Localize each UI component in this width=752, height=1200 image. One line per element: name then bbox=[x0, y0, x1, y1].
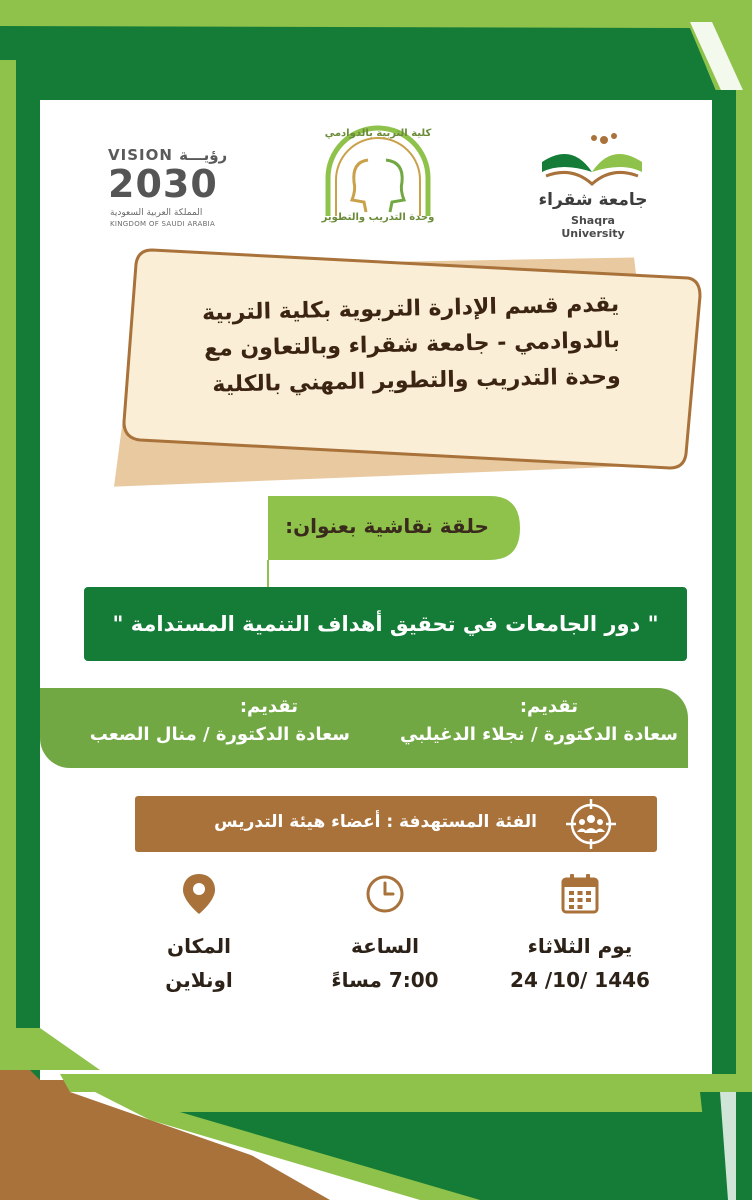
vision-logo-subtitle-ar: المملكة العربية السعودية bbox=[110, 208, 203, 218]
open-book-icon bbox=[532, 132, 652, 192]
target-audience-banner bbox=[135, 796, 657, 852]
intro-line-3: وحدة التدريب والتطوير المهني بالكلية bbox=[212, 364, 621, 398]
time-value: 7:00 مساءً bbox=[331, 968, 439, 992]
session-title: " دور الجامعات في تحقيق أهداف التنمية المستدامة " bbox=[112, 612, 659, 636]
vision-2030-logo bbox=[108, 142, 238, 228]
day-info bbox=[495, 872, 665, 992]
shaqra-logo-english-name: Shaqra University bbox=[561, 214, 625, 240]
time-info bbox=[300, 872, 470, 992]
presenter-2-name: سعادة الدكتورة / منال الصعب bbox=[89, 724, 350, 745]
vision-logo-subtitle-en: KINGDOM OF SAUDI ARABIA bbox=[110, 220, 216, 228]
presenter-1-name: سعادة الدكتورة / نجلاء الدغيلبي bbox=[399, 724, 678, 745]
target-audience-text: الفئة المستهدفة : أعضاء هيئة التدريس bbox=[214, 812, 537, 832]
intro-text bbox=[149, 287, 621, 405]
time-title: الساعة bbox=[350, 934, 420, 958]
day-value: 1446 /10/ 24 bbox=[510, 968, 650, 992]
location-pin-icon bbox=[179, 872, 219, 916]
college-logo bbox=[316, 120, 440, 230]
intro-line-2: بالدوادمي - جامعة شقراء وبالتعاون مع bbox=[203, 328, 621, 362]
presenter-1-label: تقديم: bbox=[519, 696, 578, 717]
intro-line-1: يقدم قسم الإدارة التربوية بكلية التربية bbox=[201, 292, 620, 326]
target-audience-icon bbox=[565, 799, 617, 849]
place-title: المكان bbox=[167, 934, 231, 958]
presenter-1 bbox=[358, 696, 678, 752]
shaqra-logo-arabic-name: جامعة شقراء bbox=[538, 190, 648, 210]
session-label: حلقة نقاشية بعنوان: bbox=[285, 514, 489, 538]
day-title: يوم الثلاثاء bbox=[527, 934, 633, 958]
presenter-2-label: تقديم: bbox=[239, 696, 298, 717]
vision-logo-top-text: VISION رؤيـــة bbox=[108, 146, 228, 164]
shaqra-university-logo bbox=[532, 132, 652, 240]
clock-icon bbox=[365, 872, 405, 916]
place-value: اونلاين bbox=[165, 968, 233, 992]
presenter-2 bbox=[50, 696, 350, 752]
calendar-icon bbox=[560, 872, 600, 916]
college-logo-arc-text: كلية التربية بالدوادمي bbox=[324, 128, 432, 139]
logos-row bbox=[0, 120, 752, 240]
title-banner bbox=[84, 587, 687, 661]
presenters-panel bbox=[40, 688, 688, 768]
place-info bbox=[114, 872, 284, 992]
college-logo-bottom-text: وحدة التدريب والتطوير bbox=[321, 212, 435, 223]
vision-logo-number: 2030 bbox=[108, 162, 218, 206]
